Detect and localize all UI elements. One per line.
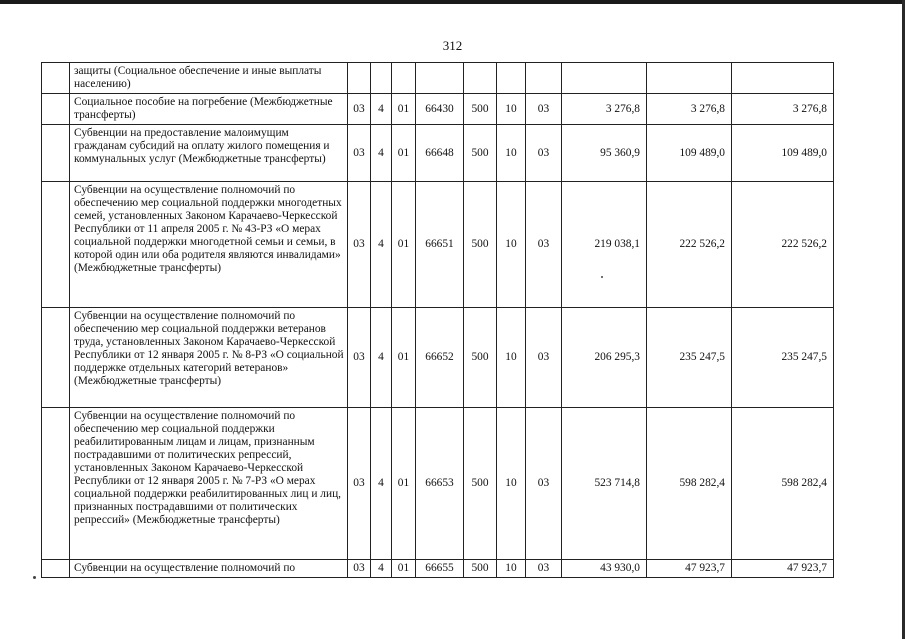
section-code: 03	[348, 560, 371, 578]
expense-code: 500	[464, 408, 497, 560]
page-number: 312	[442, 38, 463, 53]
target-code	[416, 63, 464, 94]
code-b: 03	[526, 125, 562, 182]
sum-year-2: 222 526,2	[647, 182, 732, 308]
code-a	[497, 63, 526, 94]
code-b: 03	[526, 308, 562, 408]
sum-year-1: 95 360,9	[562, 125, 647, 182]
sum-year-1: 523 714,8	[562, 408, 647, 560]
description-cell	[70, 308, 348, 408]
program-code: 01	[392, 125, 416, 182]
code-a: 10	[497, 560, 526, 578]
description-cell	[70, 125, 348, 182]
scan-top-border	[0, 0, 905, 4]
program-code	[392, 63, 416, 94]
description-text: Субвенции на осуществление полномочий по обеспечению мер социальной поддержки многодетных семей, установленных Законом Карачаево-Черкесской Республики от 11 апреля 2005 г. № 43-РЗ «О мерах социальной поддержки многодетной семьи и семьи, в которой один или оба родителя являются инвалидами» (Межбюджетные трансферты)	[74, 184, 342, 274]
index-cell	[42, 125, 70, 182]
expense-code: 500	[464, 125, 497, 182]
code-b: 03	[526, 94, 562, 125]
target-code: 66651	[416, 182, 464, 308]
table-row	[42, 560, 834, 578]
index-cell	[42, 63, 70, 94]
program-code: 01	[392, 560, 416, 578]
sum-year-2: 598 282,4	[647, 408, 732, 560]
description-text: Социальное пособие на погребение (Межбюджетные трансферты)	[74, 96, 333, 121]
code-b: 03	[526, 408, 562, 560]
section-code: 03	[348, 125, 371, 182]
expense-code: 500	[464, 94, 497, 125]
sum-year-1	[562, 63, 647, 94]
sum-year-1: 43 930,0	[562, 560, 647, 578]
code-b: 03	[526, 560, 562, 578]
description-cell	[70, 560, 348, 578]
index-cell	[42, 94, 70, 125]
description-cell	[70, 94, 348, 125]
budget-table	[41, 62, 834, 578]
sum-year-3: 222 526,2	[732, 182, 834, 308]
scan-speck	[33, 576, 36, 579]
description-text: Субвенции на осуществление полномочий по	[74, 562, 296, 574]
program-code: 01	[392, 182, 416, 308]
section-code: 03	[348, 408, 371, 560]
subsection-code: 4	[371, 560, 392, 578]
target-code: 66652	[416, 308, 464, 408]
subsection-code: 4	[371, 308, 392, 408]
target-code: 66430	[416, 94, 464, 125]
sum-year-3: 109 489,0	[732, 125, 834, 182]
section-code: 03	[348, 94, 371, 125]
description-text: защиты (Социальное обеспечение и иные выплаты населению)	[74, 65, 322, 90]
table-row	[42, 308, 834, 408]
description-cell	[70, 63, 348, 94]
section-code: 03	[348, 308, 371, 408]
sum-year-1: 219 038,1	[562, 182, 647, 308]
code-a: 10	[497, 182, 526, 308]
sum-year-3	[732, 63, 834, 94]
description-cell	[70, 182, 348, 308]
program-code: 01	[392, 308, 416, 408]
scan-speck	[601, 276, 603, 278]
expense-code	[464, 63, 497, 94]
section-code	[348, 63, 371, 94]
description-text: Субвенции на осуществление полномочий по обеспечению мер социальной поддержки ветеранов труда, установленных Законом Карачаево-Черкесской Республики от 12 января 2005 г. № 8-РЗ «О социальной поддержке отдельных категорий ветеранов» (Межбюджетные трансферты)	[74, 310, 344, 387]
target-code: 66648	[416, 125, 464, 182]
sum-year-3: 235 247,5	[732, 308, 834, 408]
expense-code: 500	[464, 560, 497, 578]
program-code: 01	[392, 94, 416, 125]
sum-year-2: 235 247,5	[647, 308, 732, 408]
index-cell	[42, 308, 70, 408]
sum-year-2: 3 276,8	[647, 94, 732, 125]
expense-code: 500	[464, 308, 497, 408]
code-a: 10	[497, 94, 526, 125]
table-row	[42, 125, 834, 182]
sum-year-2: 47 923,7	[647, 560, 732, 578]
target-code: 66653	[416, 408, 464, 560]
sum-year-3: 598 282,4	[732, 408, 834, 560]
table-row	[42, 408, 834, 560]
subsection-code: 4	[371, 125, 392, 182]
program-code: 01	[392, 408, 416, 560]
code-a: 10	[497, 308, 526, 408]
table-row	[42, 63, 834, 94]
code-a: 10	[497, 408, 526, 560]
description-text: Субвенции на осуществление полномочий по обеспечению мер социальной поддержки реабилитированным лицам и лицам, признанным пострадавшими от политических репрессий, установленных Законом Карачаево-Черкесской Республики от 12 января 2005 г. № 7-РЗ «О мерах социальной поддержки реабилитированных лиц и лиц, признанных пострадавшими от политических репрессий» (Межбюджетные трансферты)	[74, 410, 342, 526]
sum-year-3: 3 276,8	[732, 94, 834, 125]
description-cell	[70, 408, 348, 560]
table-body	[42, 63, 834, 578]
expense-code: 500	[464, 182, 497, 308]
description-text: Субвенции на предоставление малоимущим гражданам субсидий на оплату жилого помещения и коммунальных услуг (Межбюджетные трансферты)	[74, 127, 330, 165]
section-code: 03	[348, 182, 371, 308]
sum-year-2	[647, 63, 732, 94]
subsection-code: 4	[371, 182, 392, 308]
index-cell	[42, 182, 70, 308]
index-cell	[42, 408, 70, 560]
sum-year-1: 206 295,3	[562, 308, 647, 408]
index-cell	[42, 560, 70, 578]
target-code: 66655	[416, 560, 464, 578]
sum-year-1: 3 276,8	[562, 94, 647, 125]
subsection-code	[371, 63, 392, 94]
code-b: 03	[526, 182, 562, 308]
code-a: 10	[497, 125, 526, 182]
subsection-code: 4	[371, 94, 392, 125]
sum-year-2: 109 489,0	[647, 125, 732, 182]
code-b	[526, 63, 562, 94]
table-row	[42, 94, 834, 125]
subsection-code: 4	[371, 408, 392, 560]
sum-year-3: 47 923,7	[732, 560, 834, 578]
table-row	[42, 182, 834, 308]
